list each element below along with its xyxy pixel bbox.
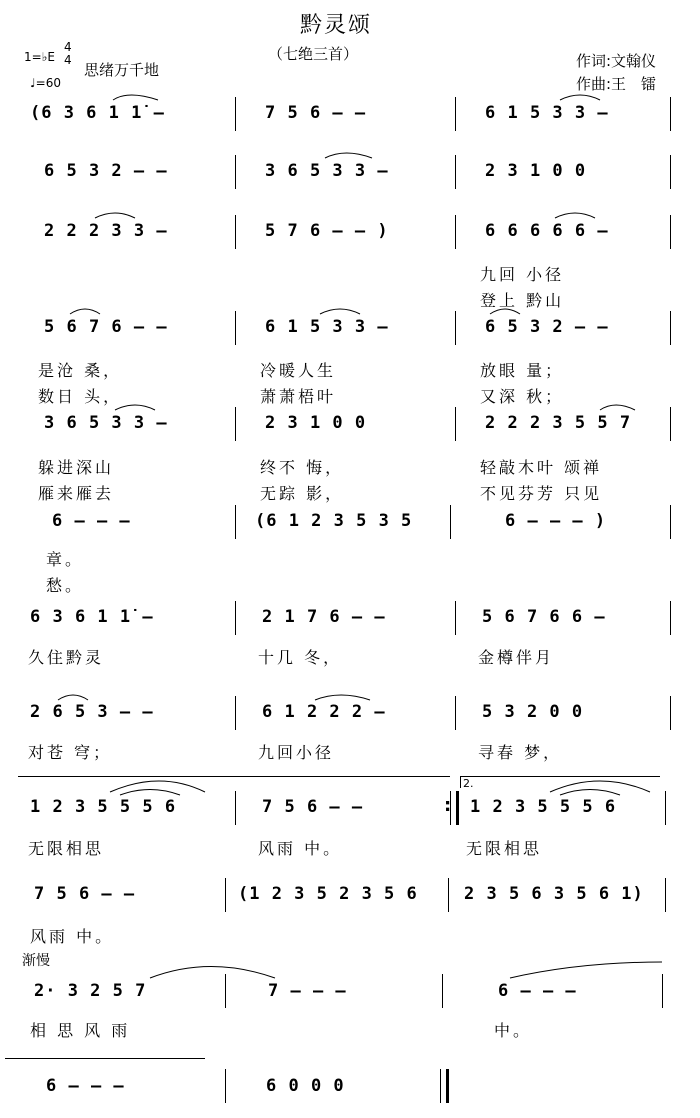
measure-16: 6 – – – <box>52 511 131 531</box>
measure-15: 2 2 2 3 5 5 7 <box>485 413 632 433</box>
measure-30: 2 3 5 6 3 5 6 1) <box>464 884 644 904</box>
measure-28: 7 5 6 – – <box>34 884 136 904</box>
measure-1: (6 3 6 1 1̇ – <box>30 103 165 123</box>
measure-35: 6 0 0 0 <box>266 1076 345 1096</box>
lyric-line: 终不 悔， <box>260 458 345 477</box>
lyric-line: 九回小径 <box>258 743 335 762</box>
composer: 作曲:王 镭 <box>576 75 657 93</box>
lyric-line: 冷暖人生 <box>260 361 337 380</box>
measure-29: (1 2 3 5 2 3 5 6 <box>238 884 418 904</box>
measure-18: 6 – – – ) <box>505 511 607 531</box>
lyric-line: 相 思 风 雨 <box>30 1021 131 1040</box>
measure-24: 5 3 2 0 0 <box>482 702 584 722</box>
measure-33: 6 – – – <box>498 981 577 1001</box>
measure-2: 7 5 6 – – <box>265 103 367 123</box>
lyric-line: 轻敲木叶 颂禅 <box>480 458 603 477</box>
lyric-line: 数日 头， <box>38 387 123 406</box>
measure-13: 3 6 5 3 3 – <box>44 413 168 433</box>
time-signature: 4 4 <box>64 40 72 67</box>
lyric-line: 躲进深山 <box>38 458 115 477</box>
measure-32: 7 – – – <box>268 981 347 1001</box>
lyric-line: 是沧 桑， <box>38 361 123 380</box>
lyric-line: 对苍 穹； <box>28 743 113 762</box>
lyric-line: 放眼 量； <box>480 361 565 380</box>
lyric-line: 愁。 <box>46 576 85 595</box>
lyric-line: 风雨 中。 <box>30 927 115 946</box>
tempo-change-marking: 渐慢 <box>22 953 50 969</box>
expression-marking: 思绪万千地 <box>84 61 160 79</box>
measure-12: 6 5 3 2 – – <box>485 317 609 337</box>
measure-26: 7 5 6 – – <box>262 797 364 817</box>
measure-4: 6 5 3 2 – – <box>44 161 168 181</box>
measure-11: 6 1 5 3 3 – <box>265 317 389 337</box>
measure-3: 6 1 5 3 3 – <box>485 103 609 123</box>
measure-14: 2 3 1 0 0 <box>265 413 367 433</box>
measure-31: 2· 3 2 5 7 <box>34 981 147 1001</box>
lyric-line: 寻春 梦， <box>478 743 563 762</box>
measure-19: 6 3 6 1 1̇ – <box>30 607 154 627</box>
measure-34: 6 – – – <box>46 1076 125 1096</box>
measure-23: 6 1 2 2 2 – <box>262 702 386 722</box>
lyric-line: 又深 秋； <box>480 387 565 406</box>
volta-2-label: 2. <box>463 777 474 790</box>
measure-5: 3 6 5 3 3 – <box>265 161 389 181</box>
lyric-line: 风雨 中。 <box>258 839 343 858</box>
lyricist: 作词:文翰仪 <box>576 52 657 70</box>
lyric-line: 章。 <box>46 550 85 569</box>
measure-27: 1 2 3 5 5 5 6 <box>470 797 617 817</box>
key-signature: 1=♭E <box>24 50 55 64</box>
lyric-line: 登上 黔山 <box>480 291 565 310</box>
lyric-line: 无限相思 <box>466 839 543 858</box>
measure-7: 2 2 2 3 3 – <box>44 221 168 241</box>
lyric-line: 萧萧梧叶 <box>260 387 337 406</box>
lyric-line: 雁来雁去 <box>38 484 115 503</box>
measure-9: 6 6 6 6 6 – <box>485 221 609 241</box>
measure-25: 1 2 3 5 5 5 6 <box>30 797 177 817</box>
repeat-dots: : <box>444 795 452 816</box>
measure-21: 5 6 7 6 6 – <box>482 607 606 627</box>
lyric-line: 十几 冬， <box>258 648 343 667</box>
tempo-marking: ♩=60 <box>30 76 61 90</box>
song-subtitle: （七绝三首） <box>268 45 359 63</box>
lyric-line: 不见芬芳 只见 <box>480 484 603 503</box>
measure-8: 5 7 6 – – ) <box>265 221 389 241</box>
lyric-line: 金樽伴月 <box>478 648 555 667</box>
song-title: 黔灵颂 <box>300 13 373 38</box>
measure-6: 2 3 1 0 0 <box>485 161 587 181</box>
measure-22: 2 6 5 3 – – <box>30 702 154 722</box>
lyric-line: 无踪 影， <box>260 484 345 503</box>
lyric-line: 无限相思 <box>28 839 105 858</box>
lyric-line: 久住黔灵 <box>28 648 105 667</box>
lyric-line: 中。 <box>494 1021 533 1040</box>
measure-20: 2 1 7 6 – – <box>262 607 386 627</box>
measure-17: (6 1 2 3 5 3 5 <box>255 511 413 531</box>
lyric-line: 九回 小径 <box>480 265 565 284</box>
measure-10: 5 6 7 6 – – <box>44 317 168 337</box>
